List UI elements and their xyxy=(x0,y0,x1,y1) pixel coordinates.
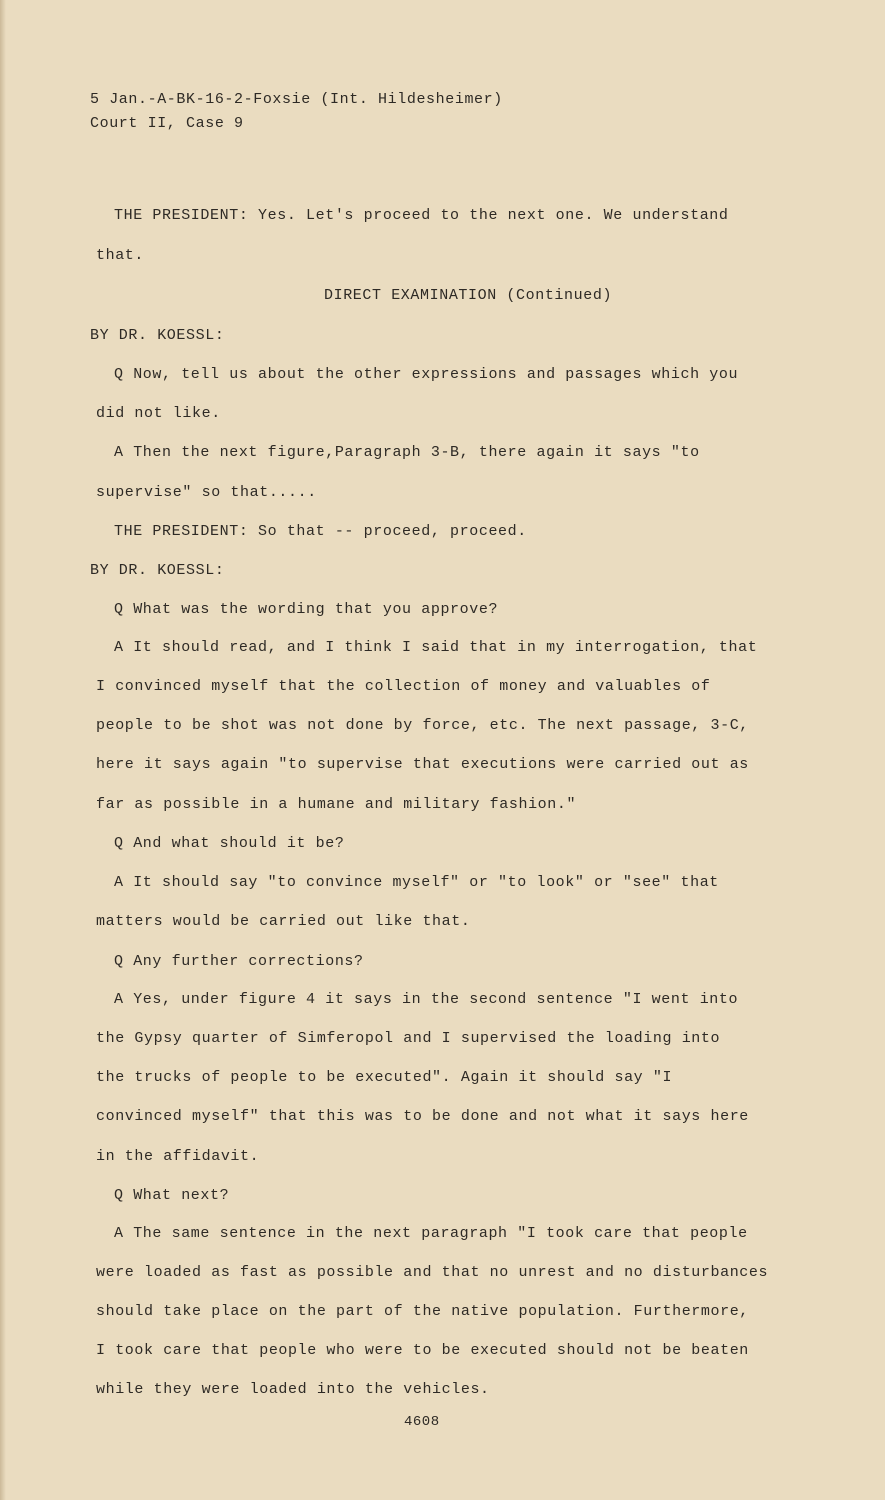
text-line: convinced myself" that this was to be done and not what it says here xyxy=(96,1108,749,1125)
text-line: the Gypsy quarter of Simferopol and I supervised the loading into xyxy=(96,1030,721,1047)
page-edge-shadow xyxy=(0,0,6,1500)
text-line: did not like. xyxy=(96,405,221,422)
text-line: A Yes, under figure 4 it says in the second sentence "I went into xyxy=(114,991,739,1008)
text-line: THE PRESIDENT: So that -- proceed, proceed. xyxy=(114,523,527,540)
text-line: A It should say "to convince myself" or "to look" or "see" that xyxy=(114,874,719,891)
text-line: that. xyxy=(96,247,145,264)
text-line: A The same sentence in the next paragraph "I took care that people xyxy=(114,1225,748,1242)
text-line: I convinced myself that the collection of money and valuables of xyxy=(96,678,711,695)
header-line-2: Court II, Case 9 xyxy=(90,115,244,132)
examiner-label: BY DR. KOESSL: xyxy=(90,327,225,344)
text-line: here it says again "to supervise that executions were carried out as xyxy=(96,756,749,773)
text-line: in the affidavit. xyxy=(96,1148,260,1165)
examiner-label: BY DR. KOESSL: xyxy=(90,562,225,579)
text-line: Q What next? xyxy=(114,1187,230,1204)
text-line: I took care that people who were to be executed should not be beaten xyxy=(96,1342,749,1359)
header-line-1: 5 Jan.-A-BK-16-2-Foxsie (Int. Hildesheimer) xyxy=(90,91,503,108)
text-line: Q And what should it be? xyxy=(114,835,345,852)
section-heading: DIRECT EXAMINATION (Continued) xyxy=(324,287,613,304)
text-line: matters would be carried out like that. xyxy=(96,913,471,930)
text-line: Q Now, tell us about the other expressions and passages which you xyxy=(114,366,739,383)
text-line: the trucks of people to be executed". Again it should say "I xyxy=(96,1069,673,1086)
text-line: A Then the next figure,Paragraph 3-B, there again it says "to xyxy=(114,444,700,461)
text-line: A It should read, and I think I said that in my interrogation, that xyxy=(114,639,758,656)
page-number: 4608 xyxy=(404,1414,440,1430)
text-line: should take place on the part of the native population. Furthermore, xyxy=(96,1303,749,1320)
text-line: were loaded as fast as possible and that no unrest and no disturbances xyxy=(96,1264,769,1281)
text-line: people to be shot was not done by force, etc. The next passage, 3-C, xyxy=(96,717,749,734)
text-line: while they were loaded into the vehicles. xyxy=(96,1381,490,1398)
text-line: THE PRESIDENT: Yes. Let's proceed to the next one. We understand xyxy=(114,207,729,224)
text-line: far as possible in a humane and military fashion." xyxy=(96,796,577,813)
text-line: Q Any further corrections? xyxy=(114,953,364,970)
text-line: Q What was the wording that you approve? xyxy=(114,601,499,618)
text-line: supervise" so that..... xyxy=(96,484,317,501)
